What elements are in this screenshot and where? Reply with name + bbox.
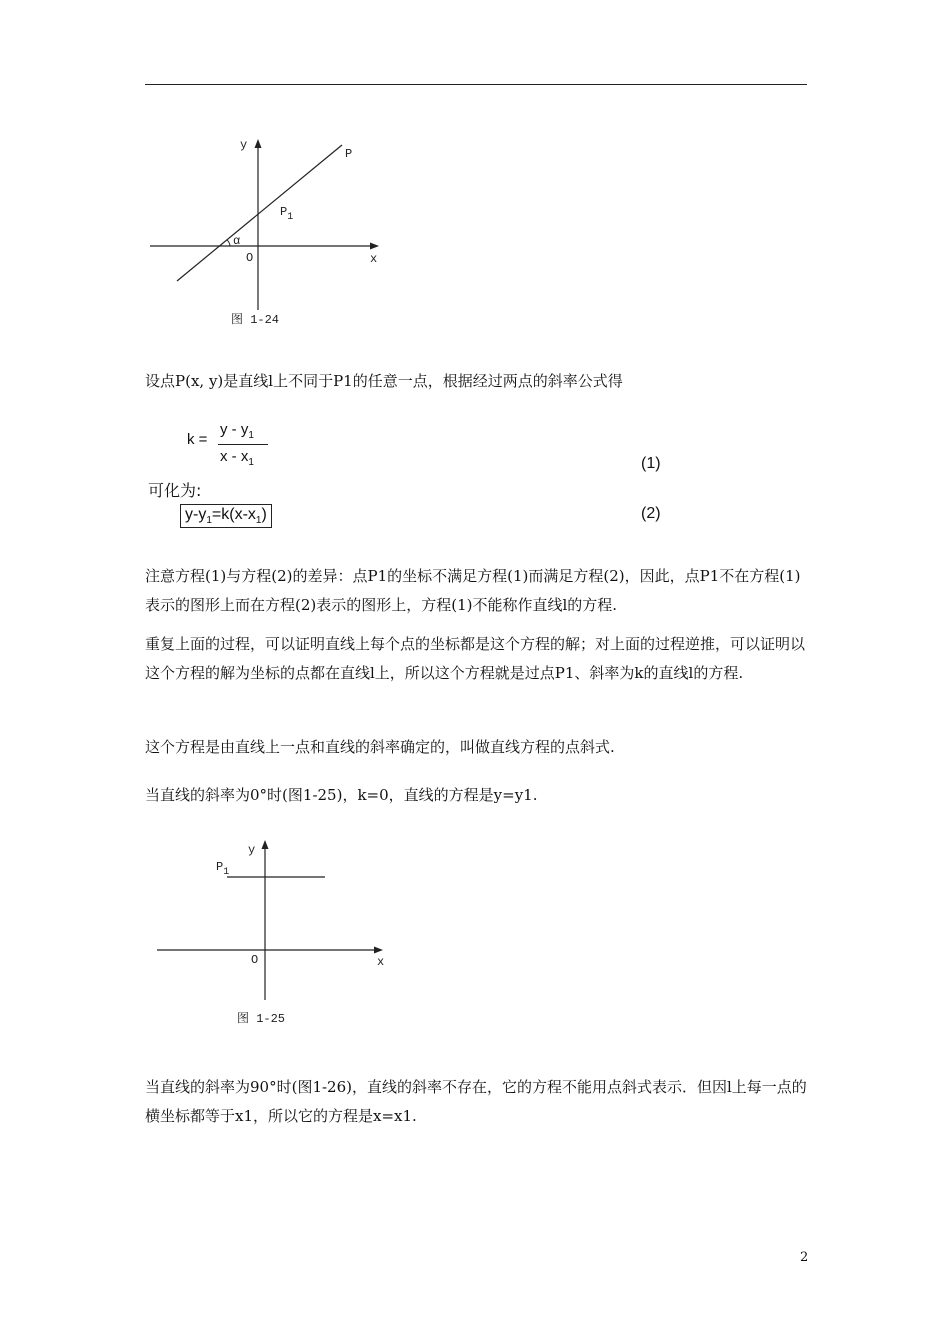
formula-numerator: y - $y_1$ [220, 421, 254, 441]
figure1-caption: 图 1-24 [231, 313, 280, 327]
equation-number-2: (2) [641, 505, 661, 522]
page-number: 2 [800, 1250, 809, 1265]
fraction-bar [218, 444, 268, 445]
line-l [177, 145, 342, 281]
paragraph-4: 这个方程是由直线上一点和直线的斜率确定的，叫做直线方程的点斜式. [145, 738, 615, 756]
figure2-caption: 图 1-25 [237, 1012, 286, 1026]
point-slope-equation: $y-y_1=k(x-x_1)$ [180, 504, 272, 528]
y-axis-arrow-icon [255, 139, 262, 148]
x-axis-arrow-icon [370, 243, 379, 250]
header-rule [145, 84, 807, 85]
x-axis-arrow-icon [374, 947, 383, 954]
figure2-p1-label: $P_1$ [216, 860, 230, 878]
paragraph-2: 注意方程(1)与方程(2)的差异：点P1的坐标不满足方程(1)而满足方程(2)，因此，点P1不在方程(1)表示的图形上而在方程(2)表示的图形上，方程(1)不能称作直线l的方程. [145, 567, 801, 614]
figure2-origin-label: O [251, 953, 259, 967]
formula-denominator: x - $x_1$ [220, 448, 254, 468]
figure1-p-label: P [345, 147, 353, 161]
simplify-label: 可化为: [148, 481, 202, 500]
paragraph-6: 当直线的斜率为90°时(图1-26)，直线的斜率不存在，它的方程不能用点斜式表示．但因l上每一点的横坐标都等于x1，所以它的方程是x=x1. [145, 1078, 807, 1125]
figure1-y-label: y [240, 138, 248, 152]
figure1-angle-label: α [233, 234, 241, 248]
figure2-x-label: x [377, 955, 385, 969]
paragraph-5: 当直线的斜率为0°时(图1-25)，k=0，直线的方程是y=y1. [145, 786, 538, 804]
formula-k: k = [187, 431, 208, 448]
figure1-origin-label: O [246, 251, 254, 265]
paragraph-3: 重复上面的过程，可以证明直线上每个点的坐标都是这个方程的解；对上面的过程逆推，可以证明以这个方程的解为坐标的点都在直线l上，所以这个方程就是过点P1、斜率为k的直线l的方程. [145, 635, 806, 682]
angle-arc [227, 240, 230, 246]
y-axis-arrow-icon [262, 840, 269, 849]
figure-1-25 [145, 835, 395, 1035]
figure1-p1-label: $P_1$ [280, 205, 294, 223]
equation-number-1: (1) [641, 455, 661, 472]
figure1-x-label: x [370, 252, 378, 266]
paragraph-1: 设点P(x, y)是直线l上不同于P1的任意一点，根据经过两点的斜率公式得 [145, 372, 623, 390]
figure2-y-label: y [248, 843, 256, 857]
figure-1-24 [145, 135, 395, 335]
